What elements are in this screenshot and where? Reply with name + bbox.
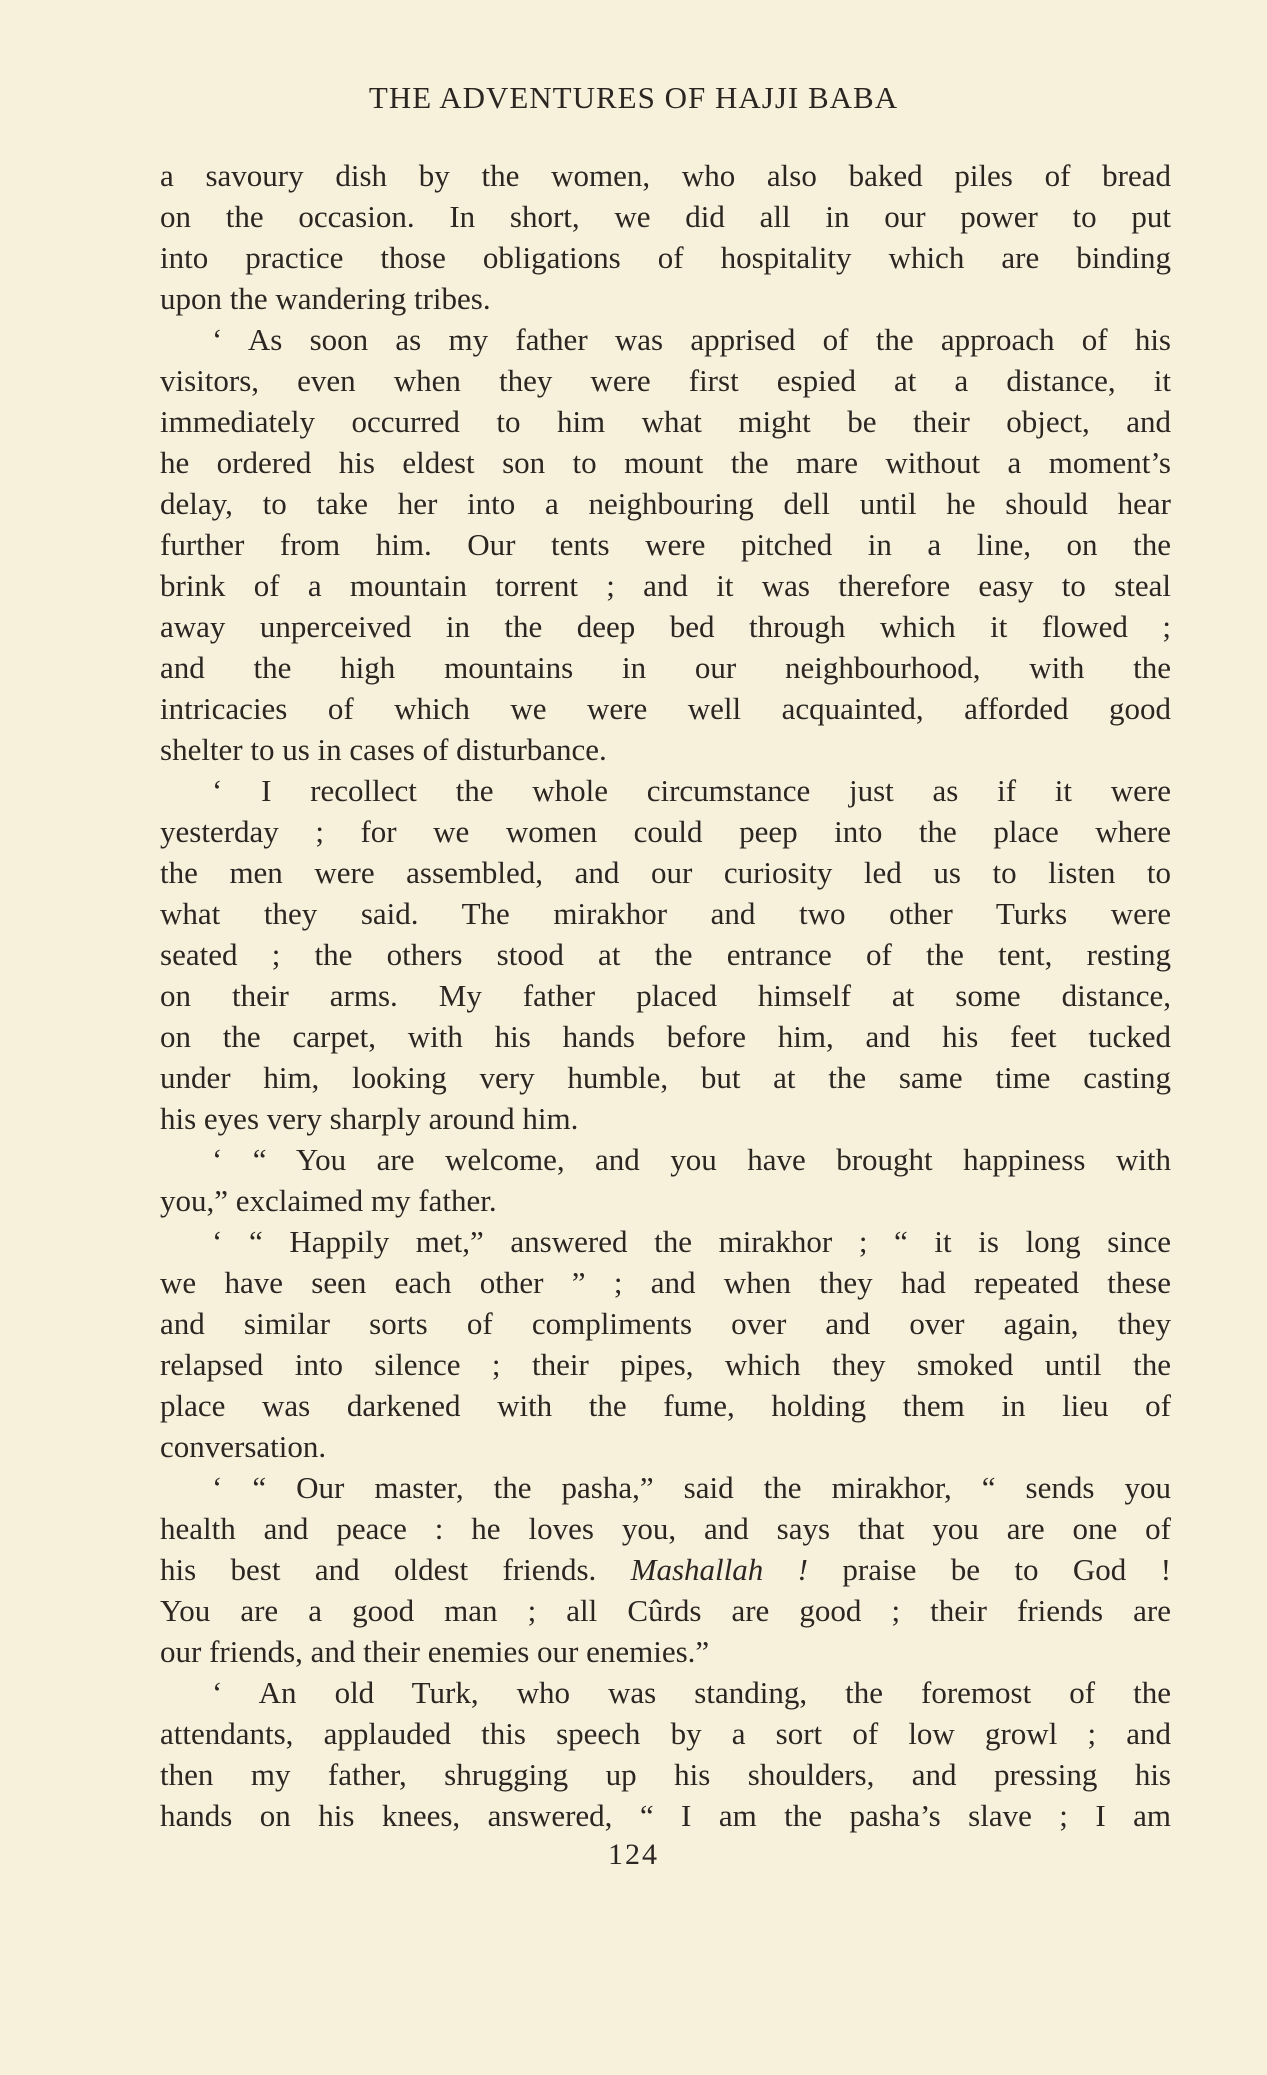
text-line: attendants, applauded this speech by a sort of low growl ; and — [160, 1716, 1171, 1751]
text-line: our friends, and their enemies our enemies.” — [160, 1634, 710, 1669]
text-line: hands on his knees, answered, “ I am the pasha’s slave ; I am — [160, 1798, 1171, 1833]
text-line: intricacies of which we were well acquainted, afforded good — [160, 691, 1171, 726]
text-segment: praise be to God ! — [842, 1552, 1172, 1587]
text-line: further from him. Our tents were pitched in a line, on the — [160, 527, 1171, 562]
text-line — [160, 1549, 1171, 1590]
text-line: he ordered his eldest son to mount the mare without a moment’s — [160, 445, 1171, 480]
text-line: on the occasion. In short, we did all in our power to put — [160, 199, 1171, 234]
text-line: away unperceived in the deep bed through which it flowed ; — [160, 609, 1171, 644]
text-line: we have seen each other ” ; and when they had repeated these — [160, 1265, 1171, 1300]
text-line: on their arms. My father placed himself at some distance, — [160, 978, 1171, 1013]
text-line: into practice those obligations of hospitality which are binding — [160, 240, 1171, 275]
text-line: health and peace : he loves you, and says that you are one of — [160, 1511, 1171, 1546]
text-line: yesterday ; for we women could peep into the place where — [160, 814, 1171, 849]
italic-term: Mashallah ! — [630, 1552, 808, 1587]
running-head: THE ADVENTURES OF HAJJI BABA — [368, 80, 899, 115]
text-line: then my father, shrugging up his shoulders, and pressing his — [160, 1757, 1171, 1792]
text-line: his eyes very sharply around him. — [160, 1101, 579, 1136]
text-line: what they said. The mirakhor and two other Turks were — [160, 896, 1171, 931]
text-line: immediately occurred to him what might be their object, and — [160, 404, 1171, 439]
text-line: ‘ “ Our master, the pasha,” said the mirakhor, “ sends you — [212, 1470, 1171, 1505]
text-line: brink of a mountain torrent ; and it was therefore easy to steal — [160, 568, 1171, 603]
text-line: and similar sorts of compliments over and over again, they — [160, 1306, 1171, 1341]
text-line: and the high mountains in our neighbourhood, with the — [160, 650, 1171, 685]
text-line: a savoury dish by the women, who also baked piles of bread — [160, 158, 1171, 193]
text-line: ‘ As soon as my father was apprised of the approach of his — [212, 322, 1171, 357]
text-line: shelter to us in cases of disturbance. — [160, 732, 607, 767]
text-line: on the carpet, with his hands before him, and his feet tucked — [160, 1019, 1171, 1054]
text-line: under him, looking very humble, but at the same time casting — [160, 1060, 1171, 1095]
text-line: ‘ I recollect the whole circumstance just as if it were — [212, 773, 1171, 808]
text-segment: his best and oldest friends. — [160, 1552, 597, 1587]
text-line: ‘ “ You are welcome, and you have brought happiness with — [212, 1142, 1171, 1177]
text-line: the men were assembled, and our curiosity led us to listen to — [160, 855, 1171, 890]
text-line: place was darkened with the fume, holding them in lieu of — [160, 1388, 1171, 1423]
text-line: upon the wandering tribes. — [160, 281, 491, 316]
text-line: visitors, even when they were first espied at a distance, it — [160, 363, 1171, 398]
text-line: seated ; the others stood at the entrance of the tent, resting — [160, 937, 1171, 972]
page-number: 124 — [608, 1838, 659, 1871]
text-line: conversation. — [160, 1429, 327, 1464]
text-line: relapsed into silence ; their pipes, which they smoked until the — [160, 1347, 1171, 1382]
text-line: you,” exclaimed my father. — [160, 1183, 497, 1218]
text-line: ‘ An old Turk, who was standing, the foremost of the — [212, 1675, 1171, 1710]
text-line: You are a good man ; all Cûrds are good ; their friends are — [160, 1593, 1171, 1628]
text-line: delay, to take her into a neighbouring dell until he should hear — [160, 486, 1171, 521]
text-line: ‘ “ Happily met,” answered the mirakhor ; “ it is long since — [212, 1224, 1171, 1259]
body-text — [160, 155, 1171, 1836]
